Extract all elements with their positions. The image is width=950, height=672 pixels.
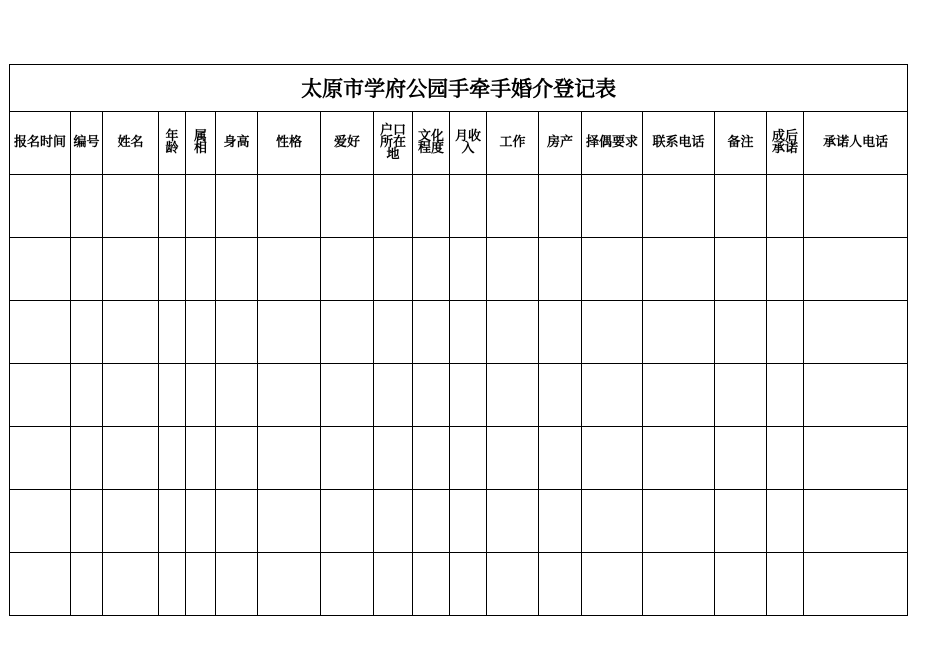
table-cell[interactable] [450, 238, 487, 301]
table-cell[interactable] [10, 364, 71, 427]
header-hobbies [321, 112, 374, 175]
table-cell[interactable] [450, 427, 487, 490]
table-cell[interactable] [103, 301, 159, 364]
table-cell[interactable] [539, 238, 582, 301]
table-cell[interactable] [643, 301, 715, 364]
table-cell[interactable] [10, 553, 71, 616]
table-cell[interactable] [715, 238, 767, 301]
table-cell[interactable] [159, 364, 186, 427]
table-cell[interactable] [321, 427, 374, 490]
table-cell[interactable] [804, 364, 908, 427]
table-cell[interactable] [186, 175, 216, 238]
table-cell[interactable] [216, 238, 258, 301]
header-label: 爱好 [333, 135, 360, 150]
table-cell[interactable] [186, 238, 216, 301]
table-cell[interactable] [321, 238, 374, 301]
table-cell[interactable] [321, 553, 374, 616]
table-cell[interactable] [487, 175, 539, 238]
table-cell[interactable] [10, 427, 71, 490]
header-education [413, 112, 450, 175]
header-label: 年龄 [165, 129, 179, 156]
header-age [159, 112, 186, 175]
table-row [10, 175, 908, 238]
header-label: 月收入 [454, 129, 481, 156]
table-cell[interactable] [321, 490, 374, 553]
header-row [10, 112, 908, 175]
table-cell[interactable] [258, 364, 321, 427]
table-cell[interactable] [450, 364, 487, 427]
table-cell[interactable] [767, 364, 804, 427]
header-guarantor-phone [804, 112, 908, 175]
table-cell[interactable] [374, 364, 413, 427]
table-cell[interactable] [159, 175, 186, 238]
table-cell[interactable] [450, 301, 487, 364]
table-cell[interactable] [715, 427, 767, 490]
header-label: 承诺人电话 [823, 135, 889, 150]
header-personality [258, 112, 321, 175]
table-cell[interactable] [582, 238, 643, 301]
table-cell[interactable] [804, 427, 908, 490]
table-cell[interactable] [71, 301, 103, 364]
header-label: 编号 [73, 135, 100, 150]
table-cell[interactable] [643, 364, 715, 427]
table-cell[interactable] [539, 301, 582, 364]
table-cell[interactable] [216, 364, 258, 427]
table-cell[interactable] [374, 490, 413, 553]
table-cell[interactable] [216, 427, 258, 490]
table-cell[interactable] [413, 301, 450, 364]
header-label: 择偶要求 [585, 135, 638, 150]
header-label: 姓名 [117, 135, 144, 150]
header-name [103, 112, 159, 175]
table-cell[interactable] [715, 175, 767, 238]
table-cell[interactable] [767, 553, 804, 616]
table-cell[interactable] [71, 427, 103, 490]
table-cell[interactable] [159, 427, 186, 490]
table-cell[interactable] [10, 490, 71, 553]
table-cell[interactable] [413, 238, 450, 301]
table-cell[interactable] [321, 364, 374, 427]
table-cell[interactable] [10, 238, 71, 301]
table-cell[interactable] [539, 175, 582, 238]
table-cell[interactable] [374, 553, 413, 616]
table-cell[interactable] [186, 301, 216, 364]
table-cell[interactable] [413, 175, 450, 238]
table-cell[interactable] [643, 175, 715, 238]
table-cell[interactable] [582, 364, 643, 427]
table-cell[interactable] [450, 490, 487, 553]
header-label: 报名时间 [13, 135, 66, 150]
table-cell[interactable] [71, 238, 103, 301]
table-cell[interactable] [10, 175, 71, 238]
header-label: 属相 [193, 129, 207, 156]
table-cell[interactable] [186, 427, 216, 490]
table-cell[interactable] [582, 175, 643, 238]
table-cell[interactable] [643, 490, 715, 553]
table-cell[interactable] [103, 238, 159, 301]
header-label: 房产 [546, 135, 573, 150]
table-cell[interactable] [159, 553, 186, 616]
table-cell[interactable] [374, 427, 413, 490]
table-cell[interactable] [413, 553, 450, 616]
table-cell[interactable] [767, 238, 804, 301]
table-cell[interactable] [374, 301, 413, 364]
table-cell[interactable] [487, 490, 539, 553]
title-row [10, 65, 908, 112]
header-label: 文化程度 [417, 129, 444, 156]
table-cell[interactable] [413, 490, 450, 553]
table-cell[interactable] [487, 301, 539, 364]
table-cell[interactable] [216, 490, 258, 553]
header-label: 工作 [499, 135, 526, 150]
table-cell[interactable] [450, 553, 487, 616]
table-cell[interactable] [216, 301, 258, 364]
table-cell[interactable] [804, 301, 908, 364]
table-row [10, 553, 908, 616]
table-cell[interactable] [103, 553, 159, 616]
table-cell[interactable] [715, 301, 767, 364]
table-row [10, 427, 908, 490]
table-cell[interactable] [374, 175, 413, 238]
table-cell[interactable] [487, 364, 539, 427]
header-label: 联系电话 [652, 135, 705, 150]
header-property [539, 112, 582, 175]
table-cell[interactable] [258, 238, 321, 301]
header-job [487, 112, 539, 175]
table-cell[interactable] [216, 553, 258, 616]
table-cell[interactable] [715, 364, 767, 427]
table-cell[interactable] [582, 553, 643, 616]
header-label: 性格 [275, 135, 302, 150]
table-cell[interactable] [643, 427, 715, 490]
table-cell[interactable] [186, 553, 216, 616]
table-cell[interactable] [767, 301, 804, 364]
table-cell[interactable] [539, 364, 582, 427]
table-cell[interactable] [767, 490, 804, 553]
table-row [10, 364, 908, 427]
form-title: 太原市学府公园手牵手婚介登记表 [10, 65, 908, 112]
table-cell[interactable] [804, 490, 908, 553]
table-cell[interactable] [804, 175, 908, 238]
header-label: 户口所在地 [379, 123, 406, 162]
table-cell[interactable] [159, 490, 186, 553]
header-label: 身高 [223, 135, 250, 150]
table-cell[interactable] [186, 490, 216, 553]
table-cell[interactable] [103, 364, 159, 427]
table-row [10, 238, 908, 301]
table-cell[interactable] [487, 553, 539, 616]
header-registration-time [10, 112, 71, 175]
table-cell[interactable] [71, 553, 103, 616]
header-zodiac [186, 112, 216, 175]
table-cell[interactable] [321, 301, 374, 364]
table-cell[interactable] [258, 490, 321, 553]
table-cell[interactable] [643, 553, 715, 616]
header-household-registration [374, 112, 413, 175]
table-cell[interactable] [767, 175, 804, 238]
table-cell[interactable] [71, 175, 103, 238]
table-cell[interactable] [103, 175, 159, 238]
table-cell[interactable] [804, 553, 908, 616]
table-cell[interactable] [539, 427, 582, 490]
table-cell[interactable] [413, 364, 450, 427]
table-cell[interactable] [71, 364, 103, 427]
table-row [10, 301, 908, 364]
header-partner-requirements [582, 112, 643, 175]
table-cell[interactable] [643, 238, 715, 301]
table-cell[interactable] [582, 427, 643, 490]
table-cell[interactable] [258, 427, 321, 490]
table-cell[interactable] [582, 301, 643, 364]
table-cell[interactable] [413, 427, 450, 490]
table-cell[interactable] [103, 490, 159, 553]
table-cell[interactable] [582, 490, 643, 553]
table-cell[interactable] [258, 175, 321, 238]
table-cell[interactable] [103, 427, 159, 490]
header-height [216, 112, 258, 175]
table-cell[interactable] [450, 175, 487, 238]
table-cell[interactable] [321, 175, 374, 238]
table-cell[interactable] [216, 175, 258, 238]
registration-form-table [9, 64, 908, 616]
table-cell[interactable] [159, 301, 186, 364]
table-cell[interactable] [258, 301, 321, 364]
header-success-commitment [767, 112, 804, 175]
table-cell[interactable] [10, 301, 71, 364]
header-monthly-income [450, 112, 487, 175]
table-cell[interactable] [715, 553, 767, 616]
table-cell[interactable] [159, 238, 186, 301]
table-cell[interactable] [715, 490, 767, 553]
table-cell[interactable] [374, 238, 413, 301]
table-cell[interactable] [767, 427, 804, 490]
header-remarks [715, 112, 767, 175]
table-cell[interactable] [186, 364, 216, 427]
table-cell[interactable] [487, 427, 539, 490]
header-label: 成后承诺 [771, 129, 798, 156]
table-cell[interactable] [258, 553, 321, 616]
table-cell[interactable] [539, 490, 582, 553]
table-row [10, 490, 908, 553]
table-cell[interactable] [71, 490, 103, 553]
header-number [71, 112, 103, 175]
header-contact-phone [643, 112, 715, 175]
table-cell[interactable] [487, 238, 539, 301]
header-label: 备注 [727, 135, 754, 150]
table-cell[interactable] [539, 553, 582, 616]
table-cell[interactable] [804, 238, 908, 301]
